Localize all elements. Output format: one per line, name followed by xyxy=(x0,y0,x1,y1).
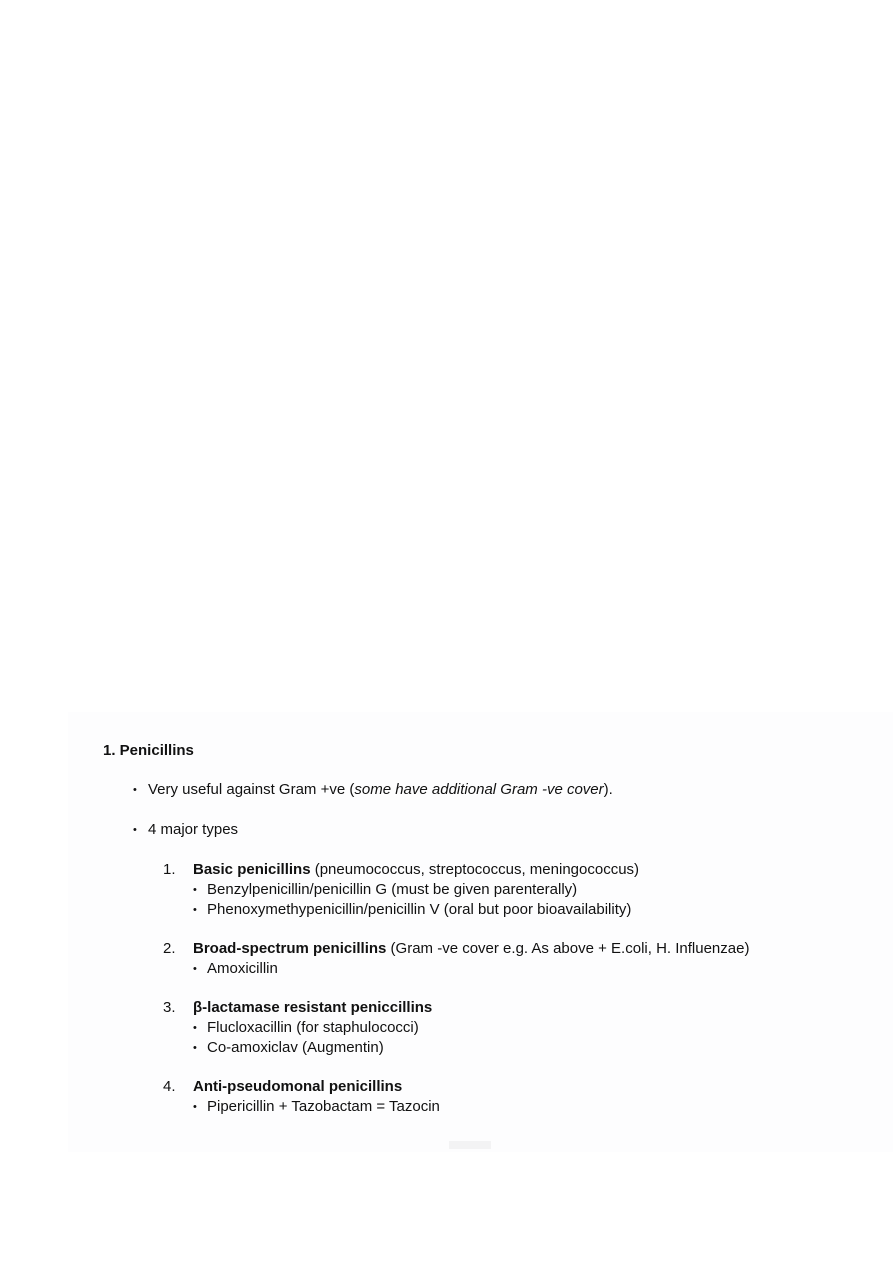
list-item-text: Phenoxymethypenicillin/penicillin V (oral but poor bioavailability) xyxy=(207,901,632,918)
bullet-dot-icon: • xyxy=(193,1101,197,1113)
type-note: (pneumococcus, streptococcus, meningococcus) xyxy=(310,861,640,878)
type-heading xyxy=(163,998,432,1018)
type-heading xyxy=(163,939,749,959)
bullet-gram-positive xyxy=(133,781,613,798)
bullet-dot-icon: • xyxy=(193,963,197,975)
type-number: 1. xyxy=(163,861,176,878)
list-item xyxy=(193,900,639,920)
type-title: β-lactamase resistant peniccillins xyxy=(193,999,433,1016)
type-beta-lactamase-resistant xyxy=(163,998,432,1058)
type-title: Broad-spectrum penicillins xyxy=(193,940,387,957)
type-title: Anti-pseudomonal penicillins xyxy=(193,1078,403,1095)
bullet-dot-icon: • xyxy=(133,784,137,796)
bullet-dot-icon: • xyxy=(133,824,137,836)
list-item-text: Benzylpenicillin/penicillin G (must be given parenterally) xyxy=(207,881,578,898)
bullet-text: Very useful against Gram +ve ( xyxy=(148,781,355,798)
bullet-italic-text: some have additional Gram -ve cover xyxy=(354,781,604,798)
list-item-text: Amoxicillin xyxy=(207,960,278,977)
bullet-dot-icon: • xyxy=(193,904,197,916)
list-item xyxy=(193,1097,440,1117)
type-title: Basic penicillins xyxy=(193,861,311,878)
type-note: (Gram -ve cover e.g. As above + E.coli, H. Influenzae) xyxy=(386,940,750,957)
type-broad-spectrum-penicillins xyxy=(163,939,749,979)
list-item-text: Co-amoxiclav (Augmentin) xyxy=(207,1039,384,1056)
type-number: 2. xyxy=(163,940,176,957)
bullet-text: 4 major types xyxy=(148,821,239,838)
type-number: 4. xyxy=(163,1078,176,1095)
list-item xyxy=(193,1018,432,1038)
bullet-text-end: ). xyxy=(603,781,613,798)
bullet-dot-icon: • xyxy=(193,884,197,896)
bullet-dot-icon: • xyxy=(193,1022,197,1034)
type-heading xyxy=(163,1077,440,1097)
type-number: 3. xyxy=(163,999,176,1016)
list-item xyxy=(193,1038,432,1058)
bullet-major-types xyxy=(133,821,238,838)
bullet-dot-icon: • xyxy=(193,1042,197,1054)
list-item xyxy=(193,959,749,979)
type-heading xyxy=(163,860,639,880)
page-marker xyxy=(449,1141,491,1149)
list-item-text: Flucloxacillin (for staphulococci) xyxy=(207,1019,419,1036)
type-anti-pseudomonal-penicillins xyxy=(163,1077,440,1117)
section-heading: 1. Penicillins xyxy=(103,742,194,759)
type-basic-penicillins xyxy=(163,860,639,920)
list-item-text: Pipericillin + Tazobactam = Tazocin xyxy=(207,1098,440,1115)
list-item xyxy=(193,880,639,900)
